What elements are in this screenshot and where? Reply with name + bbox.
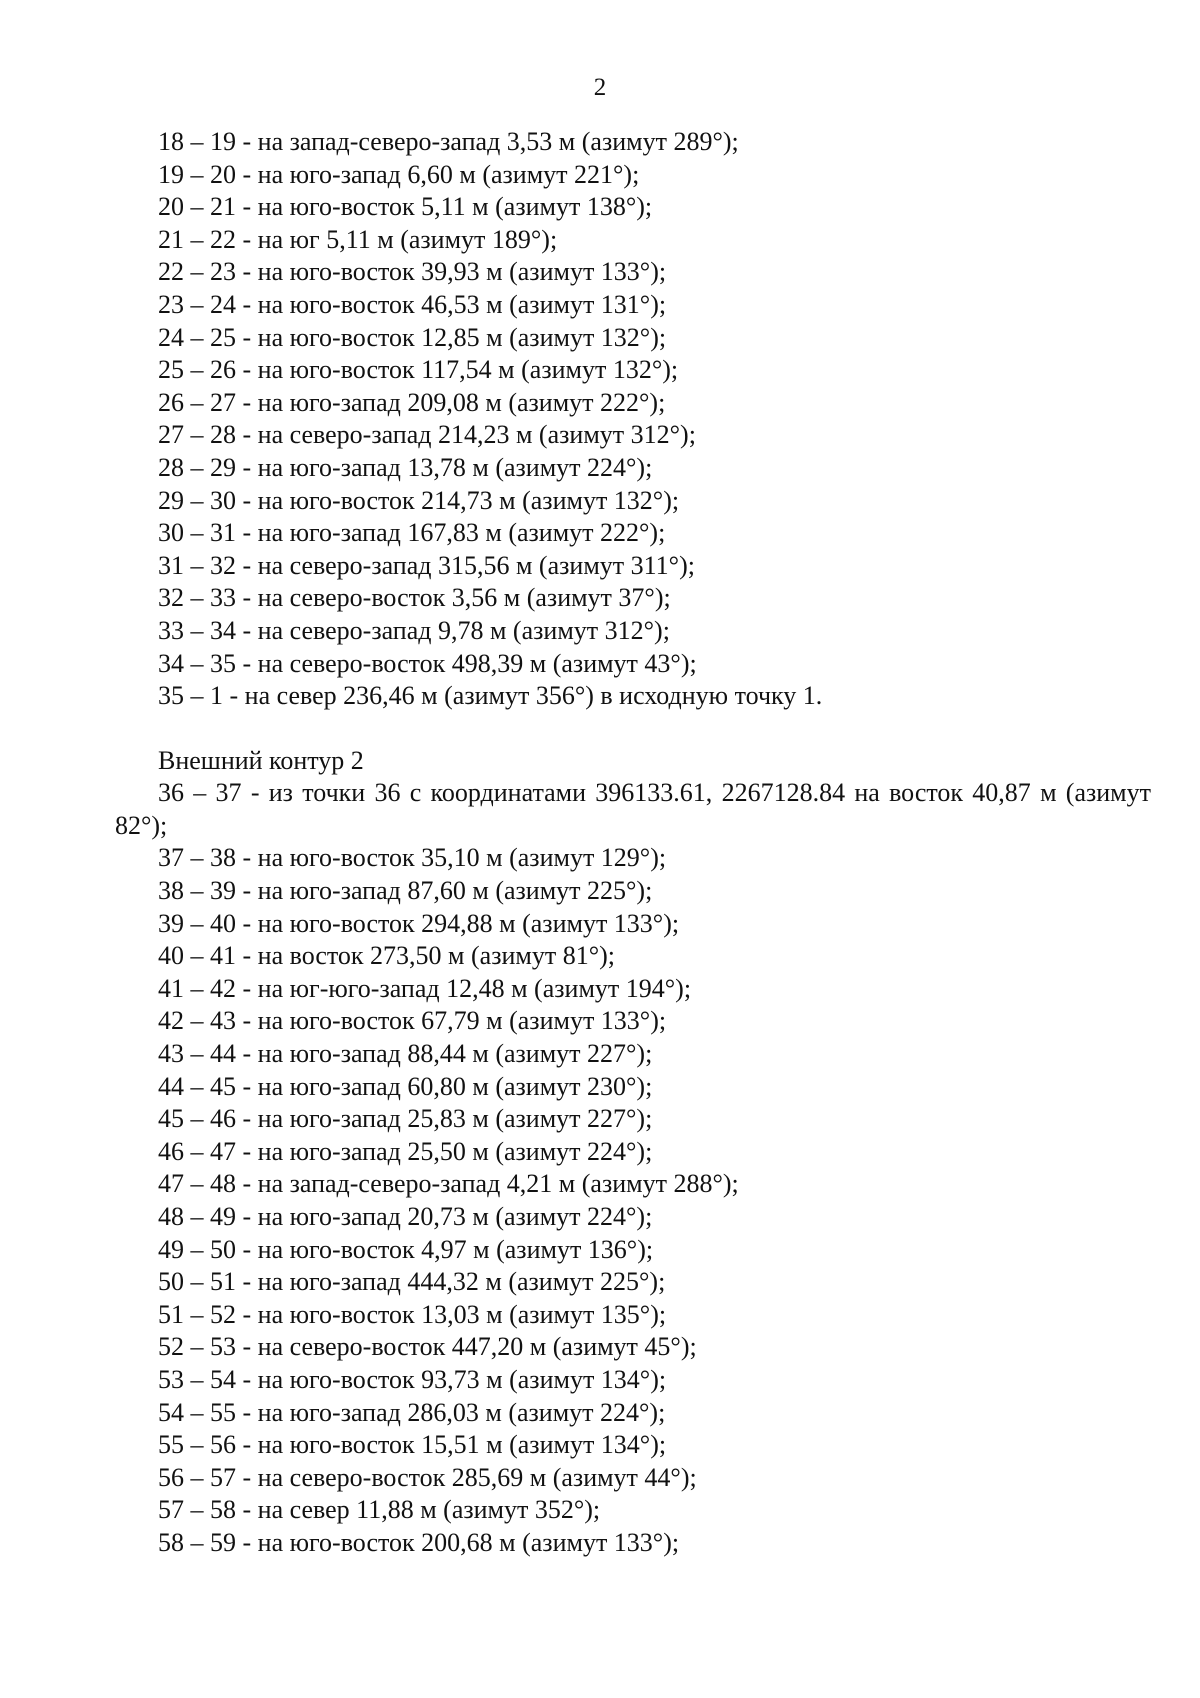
contour-2-heading: Внешний контур 2 [158, 745, 364, 775]
segment-line: 45 – 46 - на юго-запад 25,83 м (азимут 227°); [158, 1104, 653, 1134]
segment-line: 51 – 52 - на юго-восток 13,03 м (азимут 135°); [158, 1299, 667, 1329]
segment-line: 23 – 24 - на юго-восток 46,53 м (азимут 131°); [158, 289, 667, 319]
segment-line: 53 – 54 - на юго-восток 93,73 м (азимут 134°); [158, 1364, 667, 1394]
segment-line: 20 – 21 - на юго-восток 5,11 м (азимут 138°); [158, 192, 653, 222]
segment-line: 18 – 19 - на запад-северо-запад 3,53 м (азимут 289°); [158, 127, 739, 156]
segment-line: 42 – 43 - на юго-восток 67,79 м (азимут 133°); [158, 1006, 667, 1036]
segment-line: 50 – 51 - на юго-запад 444,32 м (азимут 225°); [158, 1267, 666, 1297]
segment-line: 19 – 20 - на юго-запад 6,60 м (азимут 221°); [158, 159, 640, 189]
segment-line: 26 – 27 - на юго-запад 209,08 м (азимут 222°); [158, 387, 666, 417]
segment-line: 27 – 28 - на северо-запад 214,23 м (азимут 312°); [158, 420, 696, 450]
segment-line: 40 – 41 - на восток 273,50 м (азимут 81°); [158, 941, 615, 971]
segment-line: 49 – 50 - на юго-восток 4,97 м (азимут 136°); [158, 1234, 654, 1264]
segment-line: 22 – 23 - на юго-восток 39,93 м (азимут 133°); [158, 257, 667, 287]
segment-line: 37 – 38 - на юго-восток 35,10 м (азимут 129°); [158, 843, 667, 873]
segment-line: 21 – 22 - на юг 5,11 м (азимут 189°); [158, 224, 558, 254]
segment-line: 58 – 59 - на юго-восток 200,68 м (азимут 133°); [158, 1527, 680, 1557]
segment-line: 35 – 1 - на север 236,46 м (азимут 356°) в исходную точку 1. [158, 681, 823, 711]
contour-2-first-segment: 36 – 37 - из точки 36 с координатами 396133.61, 2267128.84 на восток 40,87 м (азимут 82°); [115, 778, 1151, 840]
segment-line: 28 – 29 - на юго-запад 13,78 м (азимут 224°); [158, 452, 653, 482]
segment-line: 25 – 26 - на юго-восток 117,54 м (азимут 132°); [158, 355, 679, 385]
segment-line: 31 – 32 - на северо-запад 315,56 м (азимут 311°); [158, 550, 695, 580]
segment-line: 43 – 44 - на юго-запад 88,44 м (азимут 227°); [158, 1039, 653, 1069]
contour-2-list [115, 842, 1151, 1559]
segment-line: 38 – 39 - на юго-запад 87,60 м (азимут 225°); [158, 876, 653, 906]
segment-line: 55 – 56 - на юго-восток 15,51 м (азимут 134°); [158, 1430, 667, 1460]
contour-1-list [115, 126, 1151, 713]
segment-line: 41 – 42 - на юг-юго-запад 12,48 м (азимут 194°); [158, 973, 692, 1003]
segment-line: 39 – 40 - на юго-восток 294,88 м (азимут 133°); [158, 908, 680, 938]
segment-line: 44 – 45 - на юго-запад 60,80 м (азимут 230°); [158, 1071, 653, 1101]
segment-line: 56 – 57 - на северо-восток 285,69 м (азимут 44°); [158, 1462, 697, 1492]
page-number: 2 [593, 74, 607, 101]
segment-line: 34 – 35 - на северо-восток 498,39 м (азимут 43°); [158, 648, 697, 678]
document-body [115, 126, 1151, 1560]
segment-line: 54 – 55 - на юго-запад 286,03 м (азимут 224°); [158, 1397, 666, 1427]
segment-line: 33 – 34 - на северо-запад 9,78 м (азимут 312°); [158, 615, 670, 645]
segment-line: 32 – 33 - на северо-восток 3,56 м (азимут 37°); [158, 583, 671, 613]
segment-line: 24 – 25 - на юго-восток 12,85 м (азимут 132°); [158, 322, 667, 352]
segment-line: 30 – 31 - на юго-запад 167,83 м (азимут 222°); [158, 518, 666, 548]
segment-line: 46 – 47 - на юго-запад 25,50 м (азимут 224°); [158, 1136, 653, 1166]
segment-line: 47 – 48 - на запад-северо-запад 4,21 м (азимут 288°); [158, 1169, 739, 1199]
segment-line: 48 – 49 - на юго-запад 20,73 м (азимут 224°); [158, 1202, 653, 1231]
segment-line: 57 – 58 - на север 11,88 м (азимут 352°); [158, 1495, 601, 1525]
segment-line: 29 – 30 - на юго-восток 214,73 м (азимут 132°); [158, 485, 680, 515]
segment-line: 52 – 53 - на северо-восток 447,20 м (азимут 45°); [158, 1332, 697, 1362]
